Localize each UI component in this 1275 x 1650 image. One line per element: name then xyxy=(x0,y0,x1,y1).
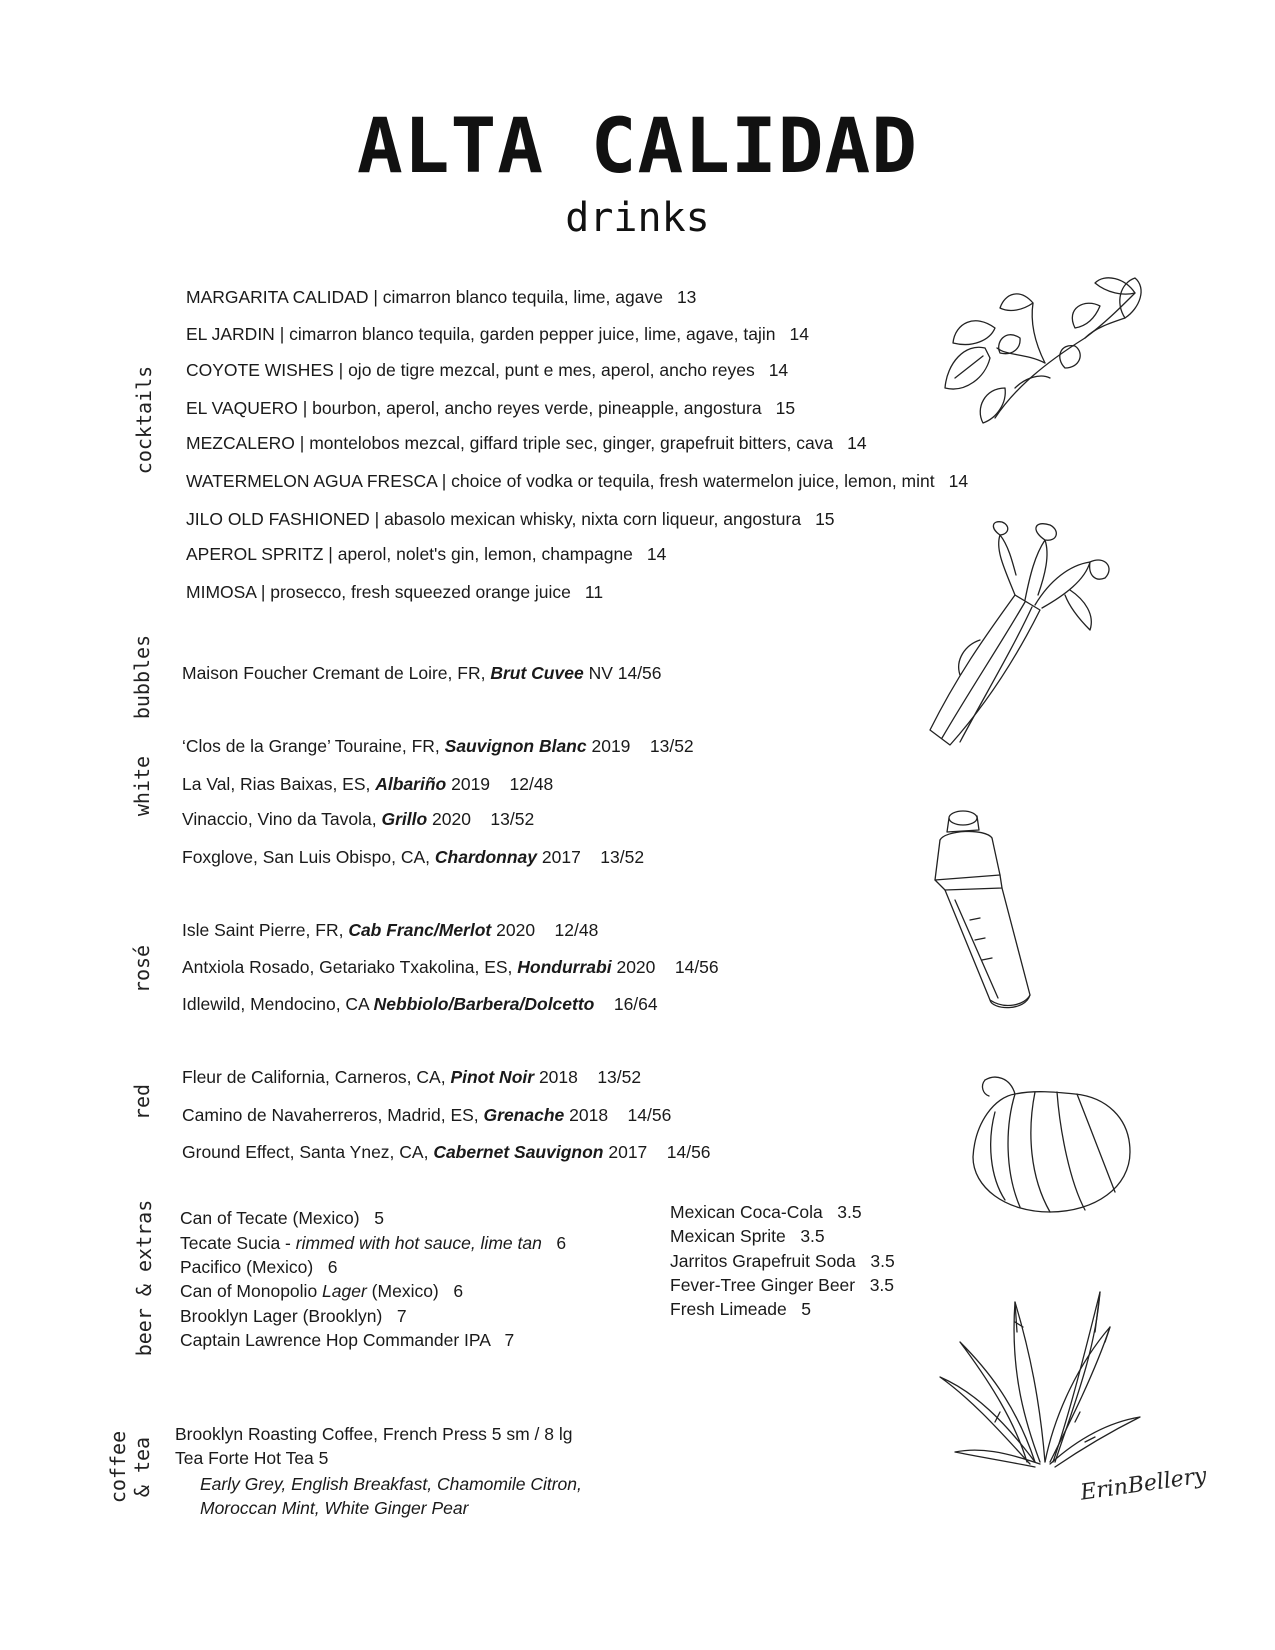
section-label-coffee-tea xyxy=(106,1412,154,1522)
section-label-red: red xyxy=(130,1083,154,1121)
cocktail-item xyxy=(186,398,795,419)
wine-producer: ‘Clos de la Grange’ Touraine, FR, xyxy=(182,736,445,756)
cocktail-item xyxy=(186,360,788,381)
beer-note: Lager xyxy=(322,1281,367,1301)
beer-text: Can of Tecate (Mexico) 5 xyxy=(180,1208,384,1228)
wine-vintage-price: 2018 14/56 xyxy=(569,1105,672,1125)
wine-grape: Pinot Noir xyxy=(450,1067,535,1087)
celery-icon xyxy=(920,520,1120,750)
wine-vintage-price: NV 14/56 xyxy=(588,663,662,683)
separator: | xyxy=(333,360,349,380)
beer-text: Brooklyn Lager (Brooklyn) 7 xyxy=(180,1306,407,1326)
wine-producer: Camino de Navaherreros, Madrid, ES, xyxy=(182,1105,484,1125)
cocktail-desc: ojo de tigre mezcal, punt e mes, aperol, ancho reyes xyxy=(348,360,755,380)
menu-title: ALTA CALIDAD xyxy=(356,101,919,190)
separator: | xyxy=(369,509,385,529)
cocktail-item xyxy=(186,324,809,345)
cocktail-price: 15 xyxy=(775,398,796,418)
cocktail-desc: abasolo mexican whisky, nixta corn liqueur, angostura xyxy=(384,509,802,529)
wine-vintage-price: 2019 13/52 xyxy=(591,736,694,756)
wine-vintage-price: 2017 13/52 xyxy=(541,847,645,867)
cocktail-price: 14 xyxy=(789,324,809,344)
cocktail-desc: aperol, nolet's gin, lemon, champagne xyxy=(337,544,633,564)
beer-item xyxy=(180,1257,338,1278)
cocktail-price: 15 xyxy=(815,509,835,529)
wine-grape: Hondurrabi xyxy=(517,957,612,977)
cocktail-name: EL VAQUERO xyxy=(186,398,298,418)
separator: | xyxy=(368,287,383,307)
tea-item: Tea Forte Hot Tea 5 xyxy=(175,1448,329,1468)
section-label-bubbles: bubbles xyxy=(130,634,154,720)
tea-flavors-line2: Moroccan Mint, White Ginger Pear xyxy=(200,1498,469,1518)
separator: | xyxy=(294,433,310,453)
wine-item-white xyxy=(182,774,553,795)
beer-text: Captain Lawrence Hop Commander IPA 7 xyxy=(180,1330,515,1350)
wine-item-rose xyxy=(182,957,719,978)
menu-subtitle: drinks xyxy=(565,195,710,241)
cocktail-desc: prosecco, fresh squeezed orange juice xyxy=(270,582,571,602)
wine-vintage-price: 2017 14/56 xyxy=(608,1142,711,1162)
cocktail-item xyxy=(186,582,603,603)
cocktail-desc: cimarron blanco tequila, garden pepper juice, lime, agave, tajin xyxy=(289,324,776,344)
wine-item-rose xyxy=(182,920,598,941)
wine-grape: Cab Franc/Merlot xyxy=(348,920,492,940)
wine-producer: La Val, Rias Baixas, ES, xyxy=(182,774,376,794)
agave-icon xyxy=(935,1272,1145,1472)
wine-producer: Antxiola Rosado, Getariako Txakolina, ES, xyxy=(182,957,518,977)
wine-item-white xyxy=(182,736,694,757)
beer-text: Tecate Sucia - xyxy=(180,1233,296,1253)
wine-vintage-price: 2020 13/52 xyxy=(432,809,535,829)
wine-producer: Isle Saint Pierre, FR, xyxy=(182,920,349,940)
section-label-white: white xyxy=(130,755,154,817)
beer-text: Can of Monopolio xyxy=(180,1281,323,1301)
separator: | xyxy=(274,324,290,344)
cocktail-shaker-icon xyxy=(930,800,1060,1015)
wine-producer: Idlewild, Mendocino, CA xyxy=(182,994,374,1014)
wine-vintage-price: 16/64 xyxy=(599,994,658,1014)
wine-grape: Grenache xyxy=(483,1105,565,1125)
tea-flavors-line1: Early Grey, English Breakfast, Chamomile Citron, xyxy=(200,1474,582,1494)
wine-producer: Fleur de California, Carneros, CA, xyxy=(182,1067,451,1087)
coffee-item: Brooklyn Roasting Coffee, French Press 5 sm / 8 lg xyxy=(175,1424,573,1444)
section-label-cocktails: cocktails xyxy=(132,365,156,475)
cocktail-desc: montelobos mezcal, giffard triple sec, ginger, grapefruit bitters, cava xyxy=(309,433,834,453)
wine-item-white xyxy=(182,847,644,868)
tomatillo-icon xyxy=(965,1072,1140,1217)
beer-text: Pacifico (Mexico) 6 xyxy=(180,1257,338,1277)
extras-item: Mexican Sprite 3.5 xyxy=(670,1226,825,1246)
wine-item-red xyxy=(182,1105,671,1126)
wine-grape: Cabernet Sauvignon xyxy=(433,1142,604,1162)
wine-item-bubbles xyxy=(182,663,662,684)
wine-item-red xyxy=(182,1067,641,1088)
beer-item xyxy=(180,1281,463,1302)
cocktail-price: 14 xyxy=(847,433,867,453)
coffee-label-line1: coffee xyxy=(106,1430,130,1504)
cocktail-name: EL JARDIN xyxy=(186,324,275,344)
cocktail-price: 14 xyxy=(768,360,789,380)
coffee-label-line2: & tea xyxy=(130,1436,154,1498)
wine-vintage-price: 2018 13/52 xyxy=(538,1067,642,1087)
wine-producer: Vinaccio, Vino da Tavola, xyxy=(182,809,382,829)
beer-item xyxy=(180,1208,384,1229)
separator: | xyxy=(436,471,452,491)
cocktail-name: JILO OLD FASHIONED xyxy=(186,509,370,529)
wine-producer: Ground Effect, Santa Ynez, CA, xyxy=(182,1142,434,1162)
wine-vintage-price: 2020 12/48 xyxy=(496,920,599,940)
cocktail-price: 11 xyxy=(584,582,604,602)
section-label-beer-extras: beer & extras xyxy=(132,1199,156,1357)
wine-grape: Grillo xyxy=(381,809,428,829)
cocktail-item xyxy=(186,287,696,308)
wine-item-red xyxy=(182,1142,711,1163)
extras-item: Fever-Tree Ginger Beer 3.5 xyxy=(670,1275,895,1295)
wine-item-rose xyxy=(182,994,658,1015)
beer-item xyxy=(180,1306,407,1327)
cocktail-item xyxy=(186,471,968,492)
wine-grape: Chardonnay xyxy=(434,847,538,867)
cocktail-item xyxy=(186,509,835,530)
cocktail-name: APEROL SPRITZ xyxy=(186,544,324,564)
beer-item xyxy=(180,1233,566,1254)
artist-signature: ErinBellery xyxy=(1078,1463,1209,1506)
cocktail-item xyxy=(186,544,666,565)
separator: | xyxy=(256,582,271,602)
beer-item xyxy=(180,1330,514,1351)
wine-grape: Albariño xyxy=(375,774,447,794)
separator: | xyxy=(297,398,313,418)
cocktail-name: MARGARITA CALIDAD xyxy=(186,287,369,307)
cocktail-price: 14 xyxy=(948,471,969,491)
extras-item: Jarritos Grapefruit Soda 3.5 xyxy=(670,1251,895,1271)
wine-producer: Foxglove, San Luis Obispo, CA, xyxy=(182,847,435,867)
cocktail-item xyxy=(186,433,867,454)
wine-grape: Sauvignon Blanc xyxy=(444,736,587,756)
cocktail-price: 13 xyxy=(676,287,697,307)
wine-producer: Maison Foucher Cremant de Loire, FR, xyxy=(182,663,491,683)
wine-item-white xyxy=(182,809,534,830)
beer-price: 6 xyxy=(541,1233,567,1253)
cocktail-name: WATERMELON AGUA FRESCA xyxy=(186,471,437,491)
cocktail-name: MIMOSA xyxy=(186,582,257,602)
cocktail-desc: bourbon, aperol, ancho reyes verde, pineapple, angostura xyxy=(312,398,762,418)
wine-grape: Brut Cuvee xyxy=(490,663,584,683)
wine-vintage-price: 2019 12/48 xyxy=(451,774,554,794)
cocktail-name: COYOTE WISHES xyxy=(186,360,334,380)
section-label-rose: rosé xyxy=(130,944,154,994)
extras-item: Fresh Limeade 5 xyxy=(670,1299,812,1319)
wine-vintage-price: 2020 14/56 xyxy=(616,957,719,977)
wine-grape: Nebbiolo/Barbera/Dolcetto xyxy=(373,994,595,1014)
cocktail-desc: choice of vodka or tequila, fresh watermelon juice, lemon, mint xyxy=(451,471,935,491)
physalis-branch-icon xyxy=(935,268,1150,428)
cocktail-name: MEZCALERO xyxy=(186,433,295,453)
beer-price: (Mexico) 6 xyxy=(366,1281,464,1301)
extras-item: Mexican Coca-Cola 3.5 xyxy=(670,1202,862,1222)
separator: | xyxy=(323,544,338,564)
beer-note: rimmed with hot sauce, lime tan xyxy=(295,1233,542,1253)
cocktail-price: 14 xyxy=(646,544,667,564)
cocktail-desc: cimarron blanco tequila, lime, agave xyxy=(382,287,663,307)
